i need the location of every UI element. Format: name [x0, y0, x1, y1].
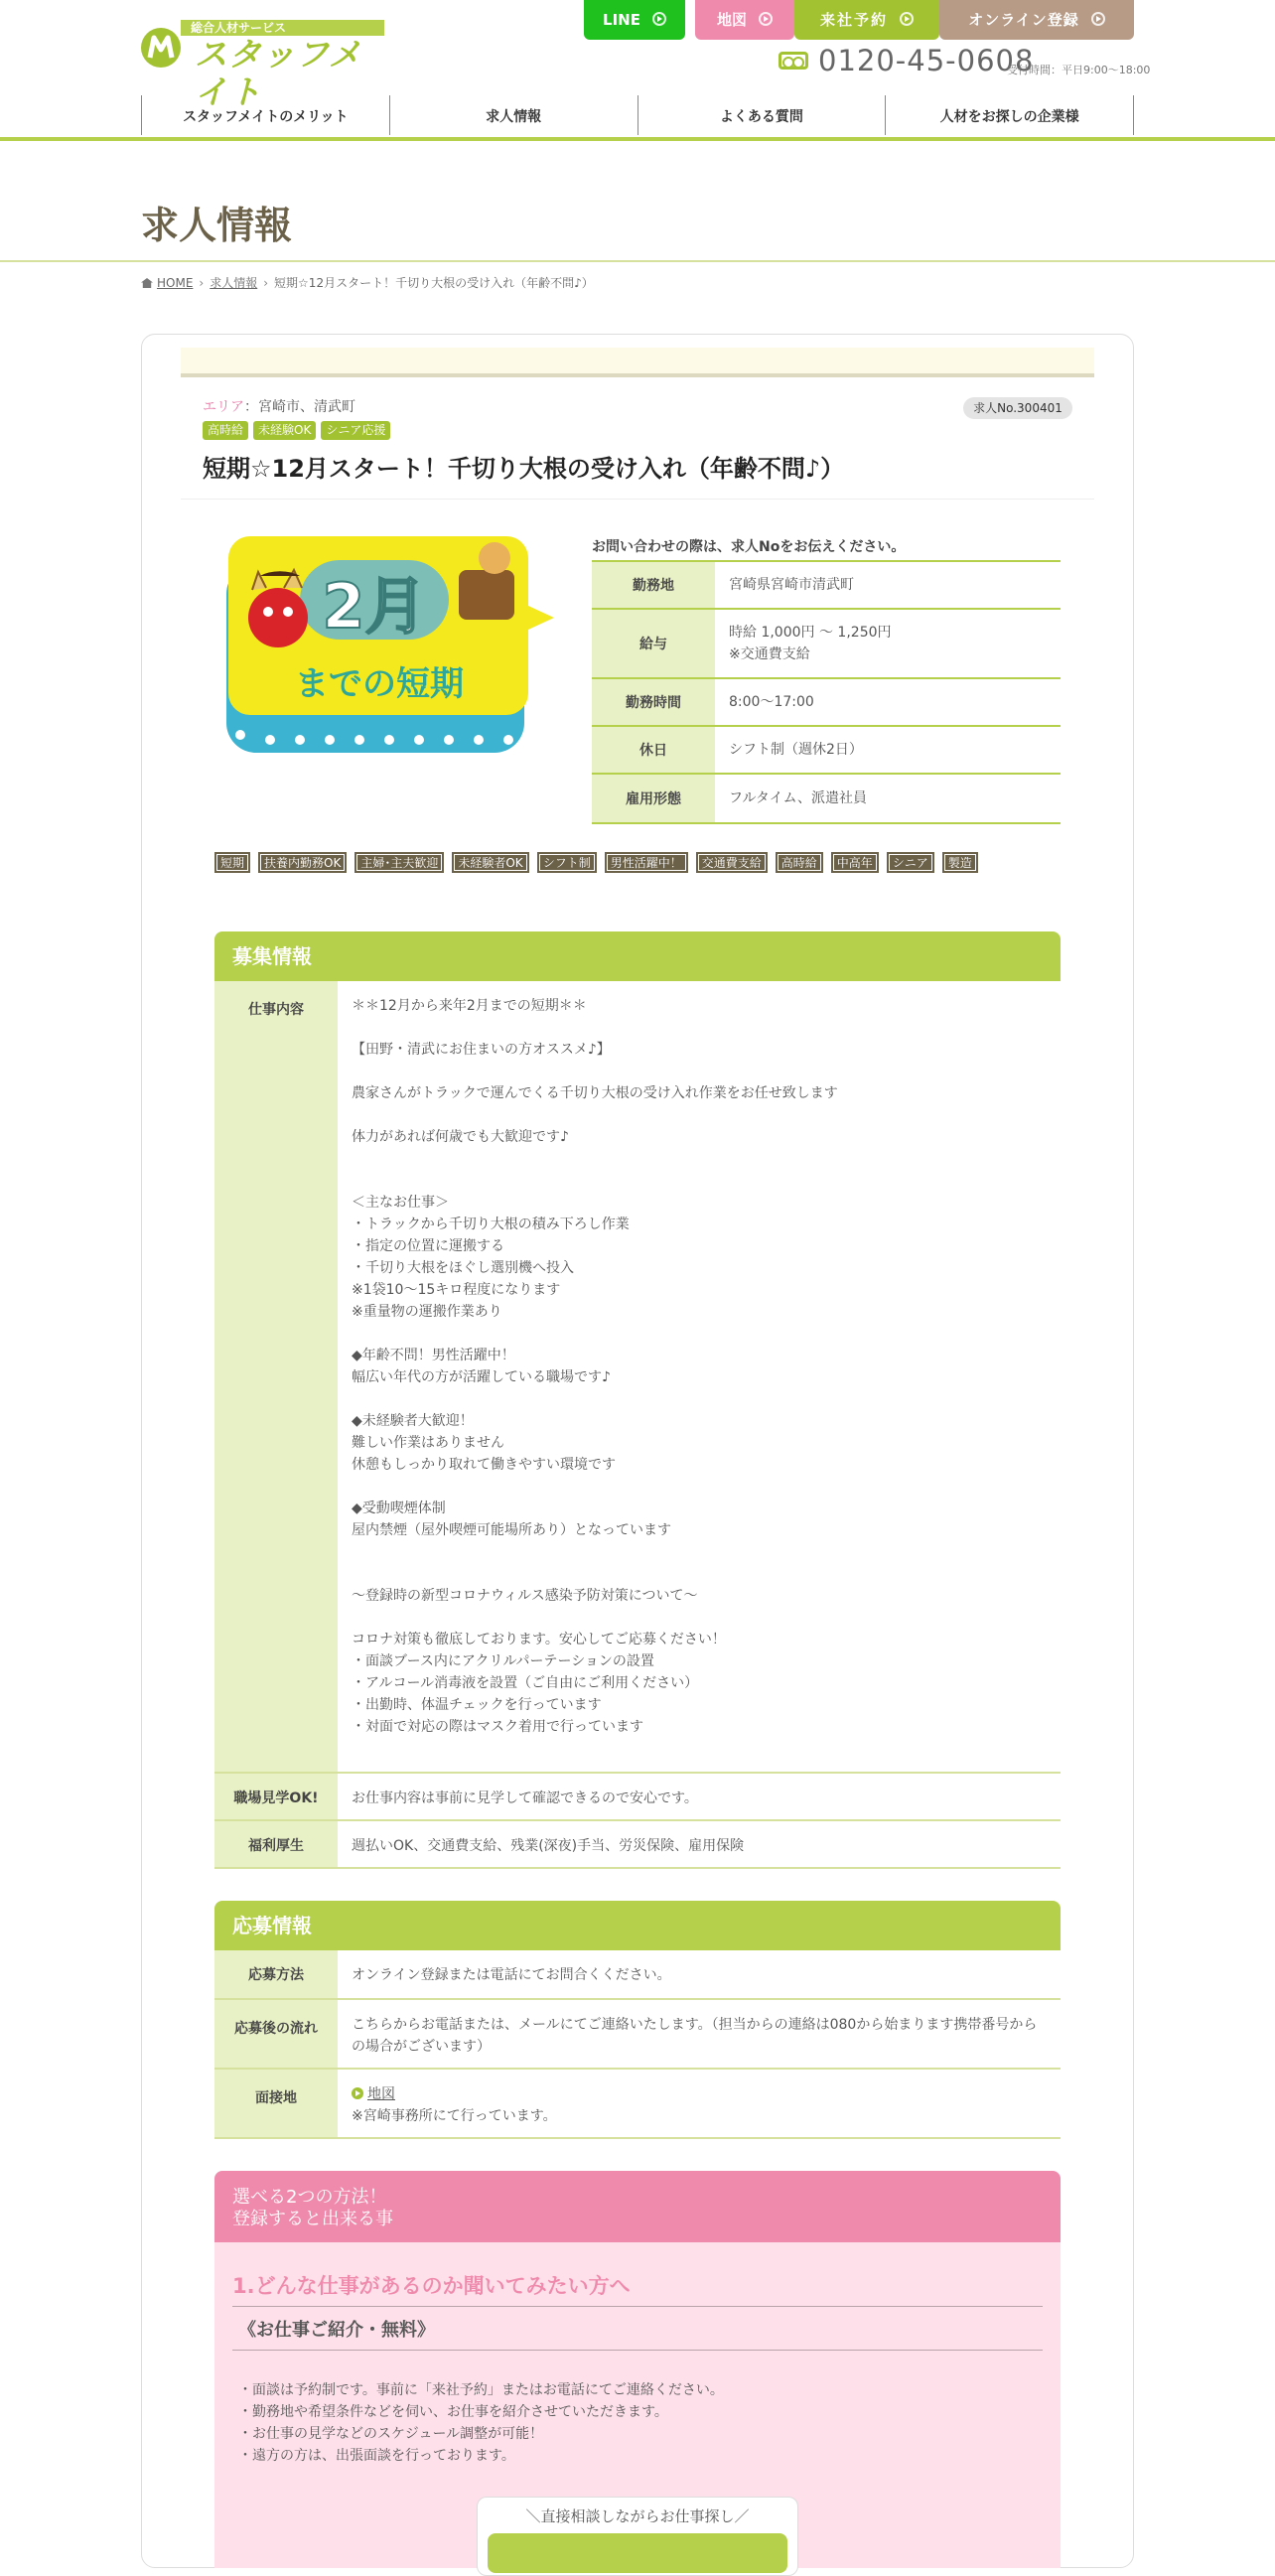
- feature-tag: 扶養内勤務OK: [258, 852, 347, 873]
- recruit-heading: 募集情報: [214, 931, 1061, 981]
- job-summary-table: [592, 560, 1061, 824]
- benefits-text: 週払いOK、交通費支給、残業(深夜)手当、労災保険、雇用保険: [352, 1838, 745, 1854]
- logo-mark-icon: [141, 18, 181, 72]
- promo-cta-caption: ＼直接相談しながらお仕事探し／: [525, 2507, 750, 2525]
- flow-text: こちらからお電話または、メールにてご連絡いたします。（担当からの連絡は080から始まります携帯番号からの場合がございます）: [352, 2017, 1038, 2055]
- feature-tag: 中高年: [831, 852, 879, 873]
- area-value: ：宮崎市、清武町: [244, 399, 355, 415]
- home-icon: [141, 278, 153, 288]
- visit-text: お仕事内容は事前に見学して確認できるので安心です。: [352, 1790, 698, 1806]
- place-cell: [338, 2070, 1061, 2137]
- recruit-row-visit: [214, 1774, 1061, 1821]
- apply-row-flow: [214, 2000, 1061, 2070]
- nav-faq[interactable]: よくある質問: [638, 95, 886, 135]
- summary-label: 勤務時間: [592, 679, 715, 725]
- feature-tag: シニア: [887, 852, 934, 873]
- freedial-icon: [779, 52, 808, 70]
- tag-no-experience: 未経験OK: [253, 421, 316, 440]
- summary-label: 雇用形態: [592, 775, 715, 822]
- promo-list-item: ・遠方の方は、出張面談を行っております。: [238, 2448, 515, 2464]
- summary-row-location: [592, 562, 1061, 610]
- logo-text: スタッフメイト: [195, 35, 362, 111]
- map-button-label: 地図: [716, 11, 747, 29]
- promo-list-item: ・お仕事の見学などのスケジュール調整が可能！: [238, 2426, 544, 2442]
- logo-subtitle: 総合人材サービス: [181, 20, 384, 36]
- summary-value: [715, 610, 1061, 677]
- employment-value: フルタイム、派遣社員: [729, 790, 868, 806]
- duties-text: ＊＊12月から来年2月までの短期＊＊ 【田野・清武にお住まいの方オススメ♪】 農家さんがトラックで運んでくる千切り大根の受け入れ作業をお任せ致します 体力があれば何歳でも大歓迎です♪ ＜主なお仕事＞ ・トラックから千切り大根の積み下ろし作業 ・指定の位置に運搬する ・千切り大根をほぐし選別機へ投入 ※1袋10～15キロ程度になります ※重量物の運搬作業あり ◆年齢不問！男性活躍中！ 幅広い年代の方が活躍している職場です♪ ◆未経験者大歓迎！ 難しい作業はありません 休憩もしっかり取れて働きやすい環境です ◆受動喫煙体制 屋内禁煙（屋外喫煙可能場所あり）となっています ～登録時の新型コロナウィルス感染予防対策について～ コロナ対策も徹底しております。安心してご応募ください！ ・面談ブース内にアクリルパーテーションの設置 ・アルコール消毒液を設置（ご自由にご利用ください） ・出勤時、体温チェックを行っています ・対面で対応の際はマスク着用で行っています: [352, 998, 838, 1735]
- title-divider: [0, 260, 1275, 262]
- job-title-divider: [181, 499, 1094, 500]
- row-label: 職場見学OK!: [214, 1774, 338, 1819]
- nav-companies[interactable]: 人材をお探しの企業様: [885, 95, 1134, 135]
- job-number-badge: 求人No.300401: [963, 397, 1072, 419]
- promo-cta-button[interactable]: [488, 2533, 787, 2573]
- promo-heading-line1: 選べる2つの方法！: [232, 2187, 387, 2208]
- method-text: オンライン登録または電話にてお問合くください。: [352, 1967, 671, 1983]
- breadcrumb-current: 短期☆12月スタート！千切り大根の受け入れ（年齢不問♪）: [274, 276, 594, 290]
- promo-rule: [232, 2306, 1043, 2307]
- location-value: 宮崎県宮崎市清武町: [729, 577, 854, 593]
- tag-high-pay: 高時給: [203, 421, 248, 440]
- feature-tag: 未経験者OK: [452, 852, 528, 873]
- recruit-row-duties: [214, 981, 1061, 1774]
- arrow-circle-icon: [652, 12, 666, 26]
- apply-heading: 応募情報: [214, 1901, 1061, 1950]
- register-button-label: オンライン登録: [968, 11, 1079, 29]
- visit-button-label: 来社予約: [819, 11, 888, 29]
- apply-row-method: [214, 1950, 1061, 2000]
- summary-row-employment: [592, 775, 1061, 824]
- summary-value: [715, 727, 1061, 773]
- feature-tag: 高時給: [776, 852, 823, 873]
- row-label: 面接地: [214, 2070, 338, 2137]
- summary-row-hours: [592, 679, 1061, 727]
- phone-number[interactable]: 0120-45-0608: [818, 44, 1035, 77]
- map-link[interactable]: 地図: [367, 2086, 395, 2102]
- chevron-right-icon: ›: [199, 276, 205, 290]
- promo-subheading: 1.どんな仕事があるのか聞いてみたい方へ: [232, 2274, 631, 2298]
- summary-row-holiday: [592, 727, 1061, 775]
- row-label: 応募方法: [214, 1950, 338, 1998]
- summary-row-salary: [592, 610, 1061, 679]
- feature-tag: 男性活躍中！: [605, 852, 688, 873]
- job-illustration: [211, 526, 568, 775]
- feature-tag: 短期: [214, 852, 250, 873]
- row-label: 応募後の流れ: [214, 2000, 338, 2068]
- inquiry-note: お問い合わせの際は、求人Noをお伝えください。: [592, 539, 906, 555]
- breadcrumb: [141, 274, 594, 291]
- feature-tag: シフト制: [537, 852, 597, 873]
- feature-tag: 主婦･主夫歓迎: [354, 852, 444, 873]
- promo-heading-line2: 登録すると出来る事: [232, 2209, 393, 2229]
- job-tags: [203, 421, 390, 440]
- job-title: 短期☆12月スタート！千切り大根の受け入れ（年齢不問♪）: [203, 455, 845, 483]
- apply-section: [214, 1901, 1061, 2139]
- feature-tag: 製造: [942, 852, 978, 873]
- line-button-label: LINE: [603, 11, 640, 29]
- arrow-circle-icon: [1091, 12, 1105, 26]
- page-title: 求人情報: [141, 204, 293, 247]
- salary-note: ※交通費支給: [729, 646, 810, 662]
- promo-heading: [214, 2171, 1061, 2242]
- breadcrumb-home[interactable]: HOME: [157, 276, 194, 290]
- header-divider: [0, 137, 1275, 141]
- global-nav: [141, 95, 1134, 135]
- arrow-circle-icon: [759, 12, 773, 26]
- map-button[interactable]: [695, 0, 794, 40]
- hours-value: 8:00～17:00: [729, 694, 814, 710]
- holiday-value: シフト制（週休2日）: [729, 742, 863, 758]
- register-promo: [214, 2171, 1061, 2568]
- tag-senior: シニア応援: [321, 421, 390, 440]
- row-label: 福利厚生: [214, 1821, 338, 1867]
- line-button[interactable]: [584, 0, 685, 40]
- feature-tag: 交通費支給: [696, 852, 768, 873]
- arrow-circle-icon: [900, 12, 914, 26]
- online-register-button[interactable]: [939, 0, 1134, 40]
- job-area: [203, 396, 355, 416]
- promo-service-title: 《お仕事ご紹介・無料》: [238, 2320, 435, 2341]
- promo-list-item: ・勤務地や希望条件などを伺い、お仕事を紹介させていただきます。: [238, 2404, 668, 2420]
- summary-label: 勤務地: [592, 562, 715, 608]
- promo-list-item: ・面談は予約制です。事前に「来社予約」またはお電話にてご連絡ください。: [238, 2382, 724, 2398]
- promo-cta-box: [477, 2497, 798, 2576]
- promo-list: [238, 2379, 724, 2467]
- site-header: [0, 0, 1275, 139]
- chevron-right-icon: ›: [263, 276, 269, 290]
- summary-value: [715, 679, 1061, 725]
- breadcrumb-jobs[interactable]: 求人情報: [210, 276, 258, 290]
- feature-tags: [214, 852, 978, 873]
- nav-merit[interactable]: スタッフメイトのメリット: [141, 95, 389, 135]
- arrow-circle-icon: [352, 2087, 363, 2099]
- summary-value: [715, 562, 1061, 608]
- apply-row-place: [214, 2070, 1061, 2139]
- row-label: 仕事内容: [214, 981, 338, 1772]
- promo-rule: [232, 2350, 1043, 2351]
- illustration-big-text: 2月: [322, 570, 427, 643]
- salary-value: 時給 1,000円 ～ 1,250円: [729, 625, 892, 641]
- summary-label: 休日: [592, 727, 715, 773]
- illustration-sub-text: までの短期: [295, 664, 464, 704]
- site-logo[interactable]: [141, 18, 389, 111]
- visit-reservation-button[interactable]: [794, 0, 939, 40]
- nav-jobs[interactable]: 求人情報: [389, 95, 638, 135]
- summary-value: [715, 775, 1061, 822]
- phone-hours: 受付時間：平日9:00～18:00: [1007, 64, 1151, 76]
- place-note: ※宮崎事務所にて行っています。: [352, 2108, 557, 2124]
- recruit-section: [214, 931, 1061, 1869]
- recruit-row-benefits: [214, 1821, 1061, 1869]
- summary-label: 給与: [592, 610, 715, 677]
- area-label: エリア: [203, 399, 244, 415]
